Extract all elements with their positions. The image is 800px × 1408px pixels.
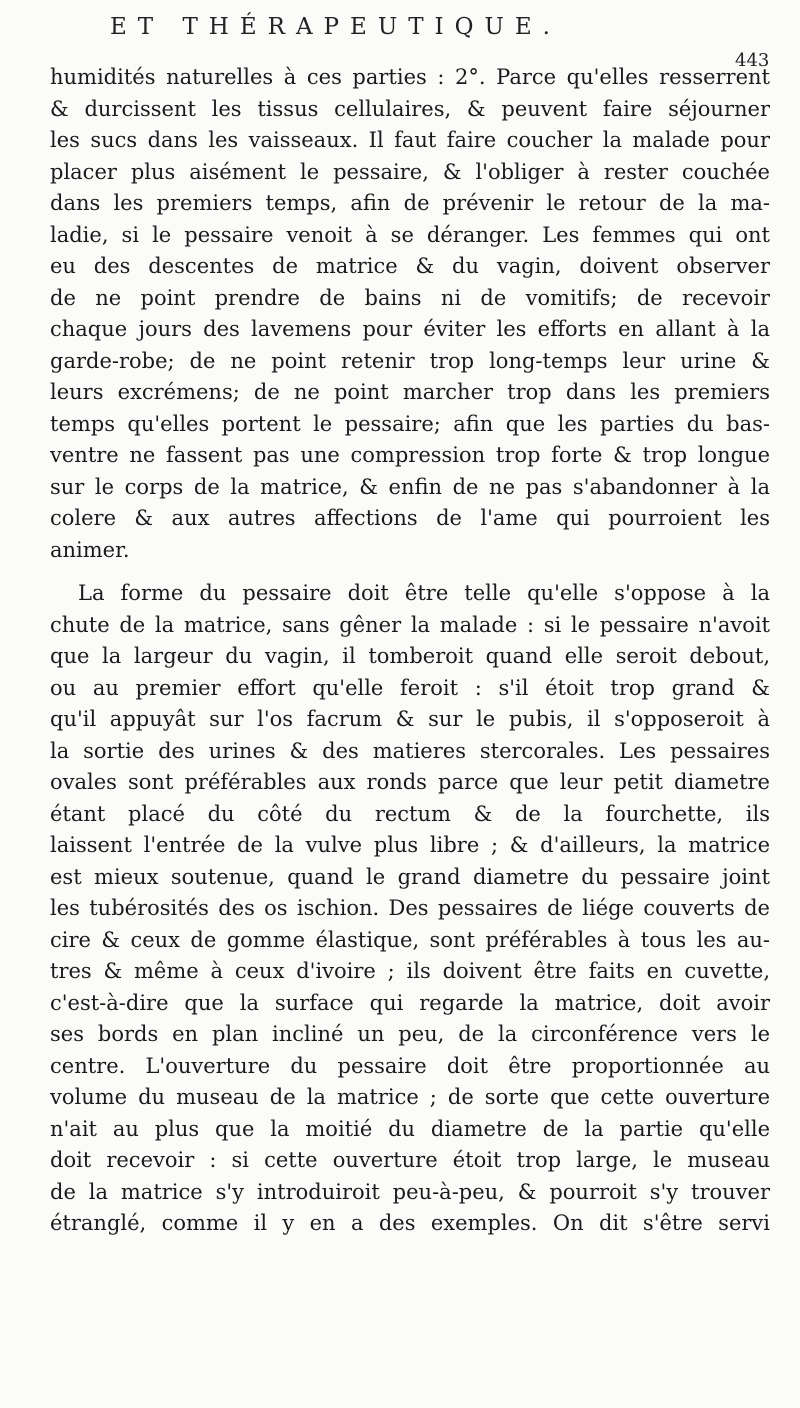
- text-line: ladie, si le pessaire venoit à se déranger. Les femmes qui ont: [50, 222, 770, 247]
- text-line: ovales sont préférables aux ronds parce que leur petit diametre: [50, 770, 770, 794]
- text-line: ou au premier effort qu'elle feroit : s'il étoit trop grand &: [50, 675, 770, 700]
- text-line: ventre ne fassent pas une compression trop forte & trop longue: [50, 443, 770, 467]
- text-line: ses bords en plan incliné un peu, de la circonférence vers le: [50, 1022, 770, 1046]
- text-line: que la largeur du vagin, il tomberoit quand elle seroit debout,: [50, 644, 770, 668]
- text-line: de la matrice s'y introduiroit peu-à-peu, & pourroit s'y trouver: [50, 1179, 770, 1204]
- text-line: les tubérosités des os ischion. Des pessaires de liége couverts de: [50, 896, 770, 920]
- paragraph-gap: [50, 566, 770, 578]
- text-line: volume du museau de la matrice ; de sorte que cette ouverture: [50, 1085, 770, 1109]
- text-line: qu'il appuyât sur l'os facrum & sur le pubis, il s'opposeroit à: [50, 707, 770, 731]
- text-line: la sortie des urines & des matieres stercorales. Les pessaires: [50, 738, 770, 763]
- text-line: humidités naturelles à ces parties : 2°. Parce qu'elles resserrent: [50, 65, 770, 89]
- text-line: leurs excrémens; de ne point marcher trop dans les premiers: [50, 380, 770, 404]
- page-number: 443: [735, 50, 770, 71]
- text-line: placer plus aisément le pessaire, & l'obliger à rester couchée: [50, 159, 770, 184]
- paragraph-1: [50, 62, 770, 566]
- text-line: colere & aux autres affections de l'ame qui pourroient les: [50, 506, 770, 530]
- text-line: garde-robe; de ne point retenir trop long-temps leur urine &: [50, 348, 770, 373]
- text-line: eu des descentes de matrice & du vagin, doivent observer: [50, 254, 770, 278]
- text-line: cire & ceux de gomme élastique, sont préférables à tous les au-: [50, 927, 770, 952]
- text-line: étranglé, comme il y en a des exemples. On dit s'être servi: [50, 1211, 770, 1235]
- text-line: tres & même à ceux d'ivoire ; ils doivent être faits en cuvette,: [50, 959, 770, 983]
- text-line: étant placé du côté du rectum & de la fourchette, ils: [50, 801, 770, 826]
- text-line: dans les premiers temps, afin de prévenir le retour de la ma-: [50, 191, 770, 215]
- body-text: [50, 62, 770, 1240]
- text-line: laissent l'entrée de la vulve plus libre ; & d'ailleurs, la matrice: [50, 833, 770, 857]
- running-head: ET THÉRAPEUTIQUE.: [110, 14, 561, 40]
- text-line: les sucs dans les vaisseaux. Il faut faire coucher la malade pour: [50, 128, 770, 152]
- text-line: temps qu'elles portent le pessaire; afin que les parties du bas-: [50, 411, 770, 436]
- text-line: & durcissent les tissus cellulaires, & peuvent faire séjourner: [50, 96, 770, 121]
- text-line: La forme du pessaire doit être telle qu'elle s'oppose à la: [78, 581, 770, 605]
- text-line: sur le corps de la matrice, & enfin de ne pas s'abandonner à la: [50, 474, 770, 499]
- text-line: est mieux soutenue, quand le grand diametre du pessaire joint: [50, 864, 770, 889]
- text-line: de ne point prendre de bains ni de vomitifs; de recevoir: [50, 285, 770, 310]
- text-line: chute de la matrice, sans gêner la malade : si le pessaire n'avoit: [50, 612, 770, 637]
- text-line: n'ait au plus que la moitié du diametre de la partie qu'elle: [50, 1116, 770, 1141]
- text-line: c'est-à-dire que la surface qui regarde la matrice, doit avoir: [50, 990, 770, 1015]
- paragraph-2: [50, 578, 770, 1240]
- text-line: centre. L'ouverture du pessaire doit être proportionnée au: [50, 1053, 770, 1078]
- text-line: animer.: [50, 537, 130, 562]
- text-line: chaque jours des lavemens pour éviter les efforts en allant à la: [50, 317, 770, 341]
- text-line: doit recevoir : si cette ouverture étoit trop large, le museau: [50, 1148, 770, 1172]
